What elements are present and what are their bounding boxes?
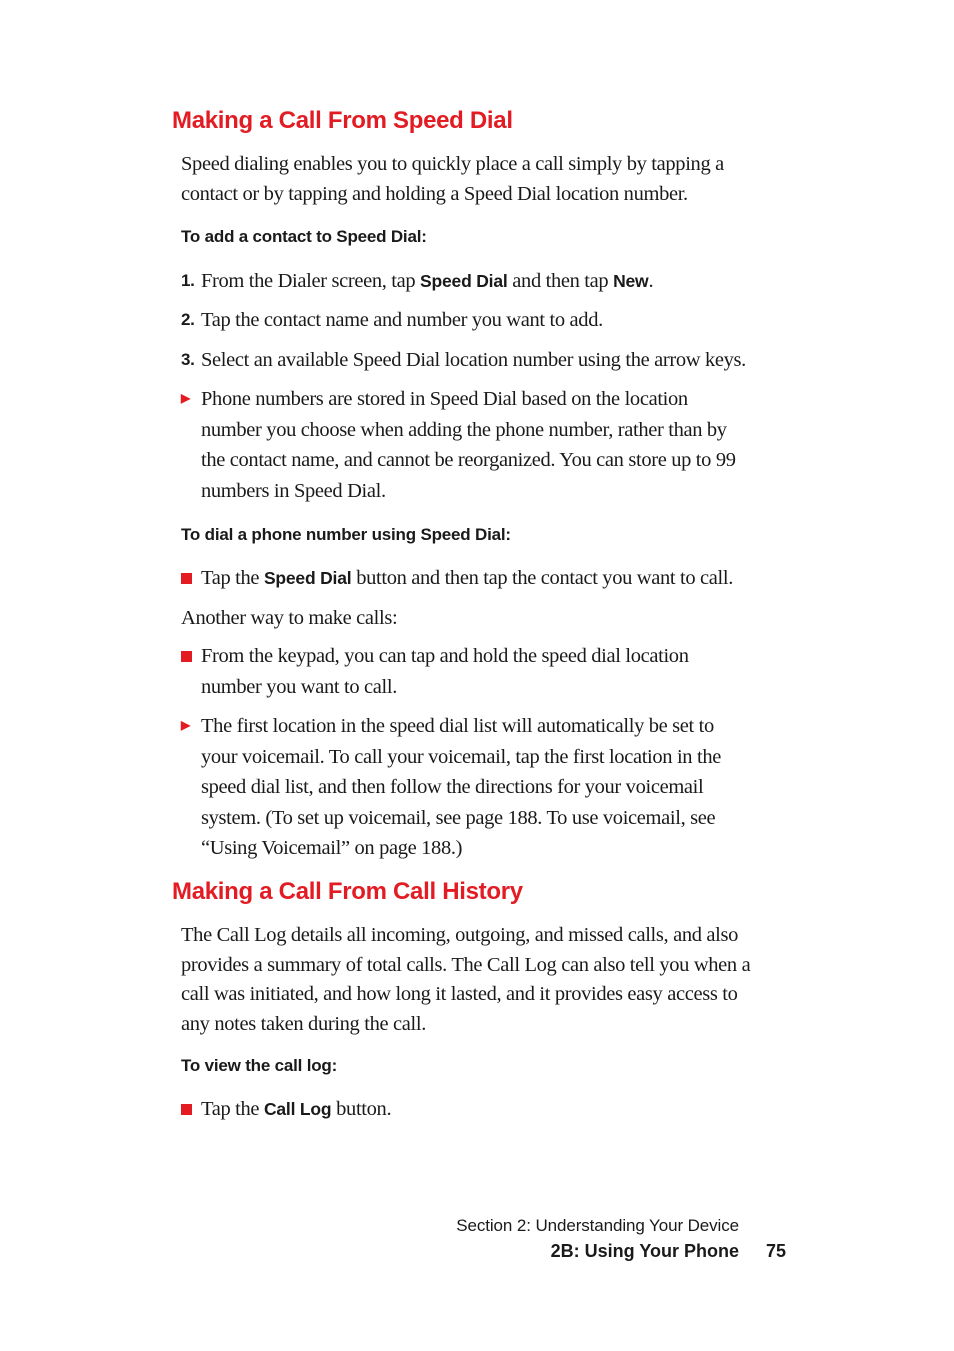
bullet-text: Tap the Call Log button. bbox=[201, 1098, 392, 1120]
another-way-text: Another way to make calls: bbox=[181, 607, 398, 629]
bullet-call-log bbox=[181, 1094, 751, 1125]
note-voicemail bbox=[181, 711, 751, 864]
triangle-bullet-icon: ▶ bbox=[181, 718, 190, 732]
note-text: The first location in the speed dial list will automatically be set to your voicemail. To call your voicemail, tap the first location in the speed dial list, and then follow the directions for your voicemail system. (To set up voicemail, see page 188. To use voicemail, see “Using Voicemail” on page 188.) bbox=[201, 715, 721, 859]
subheading-add-contact: To add a contact to Speed Dial: bbox=[181, 227, 427, 246]
square-bullet-icon bbox=[181, 573, 192, 584]
page-number: 75 bbox=[766, 1241, 787, 1261]
square-bullet-icon bbox=[181, 651, 192, 662]
step-1 bbox=[181, 266, 751, 297]
heading-call-history: Making a Call From Call History bbox=[172, 878, 523, 905]
step-text: Select an available Speed Dial location number using the arrow keys. bbox=[201, 349, 746, 371]
step-text: Tap the contact name and number you want to add. bbox=[201, 309, 603, 331]
footer-section: Section 2: Understanding Your Device bbox=[456, 1216, 739, 1235]
step-number: 3. bbox=[181, 350, 195, 369]
note-storage bbox=[181, 384, 751, 506]
speed-dial-label: Speed Dial bbox=[420, 271, 508, 291]
speed-dial-intro: Speed dialing enables you to quickly place a call simply by tapping a contact or by tapping and holding a Speed Dial location number. bbox=[181, 153, 724, 205]
subheading-dial-speed: To dial a phone number using Speed Dial: bbox=[181, 525, 511, 544]
bullet-text: From the keypad, you can tap and hold the speed dial location number you want to call. bbox=[201, 645, 689, 698]
new-label: New bbox=[613, 271, 649, 291]
subheading-view-call-log: To view the call log: bbox=[181, 1056, 338, 1075]
step-2 bbox=[181, 305, 751, 336]
step-number: 1. bbox=[181, 271, 195, 290]
call-log-label: Call Log bbox=[263, 1099, 332, 1119]
note-text: Phone numbers are stored in Speed Dial based on the location number you choose when adding the phone number, rather than by the contact name, and cannot be reorganized. You can store up to 99 numbers in Speed Dial. bbox=[201, 388, 736, 502]
step-number: 2. bbox=[181, 310, 195, 329]
step-3 bbox=[181, 345, 751, 376]
square-bullet-icon bbox=[181, 1104, 192, 1115]
bullet-tap-speed-dial bbox=[181, 563, 751, 594]
speed-dial-label: Speed Dial bbox=[263, 568, 352, 588]
triangle-bullet-icon: ▶ bbox=[181, 391, 190, 405]
step-text: From the Dialer screen, tap Speed Dial and then tap New. bbox=[201, 270, 654, 292]
bullet-text: Tap the Speed Dial button and then tap the contact you want to call. bbox=[201, 567, 733, 589]
footer-chapter: 2B: Using Your Phone bbox=[550, 1241, 739, 1261]
heading-speed-dial: Making a Call From Speed Dial bbox=[172, 107, 513, 134]
call-history-intro: The Call Log details all incoming, outgoing, and missed calls, and also provides a summary of total calls. The Call Log can also tell you when a call was initiated, and how long it lasted, and it provides easy access to any notes taken during the call. bbox=[181, 924, 751, 1035]
bullet-keypad bbox=[181, 641, 751, 702]
